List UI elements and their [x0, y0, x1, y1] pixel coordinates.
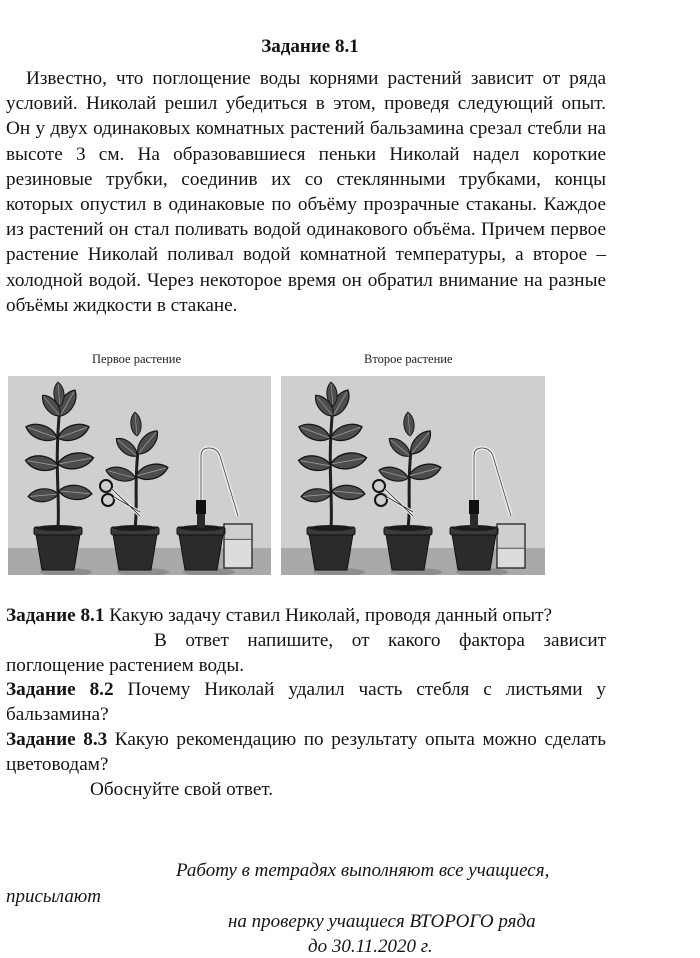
submission-note-line2: присылают	[6, 886, 101, 907]
task-text: Какую рекомендацию по результату опыта можно сделать цветоводам?	[6, 728, 606, 775]
rubber-tube	[469, 500, 479, 514]
task-label: Задание 8.3	[6, 728, 108, 750]
glass-tube	[201, 448, 238, 516]
experiment-illustration-first	[8, 376, 271, 575]
submission-note-line1: Работу в тетрадях выполняют все учащиеся,	[176, 860, 550, 881]
experiment-scene	[281, 382, 545, 575]
water-in-glass	[224, 539, 252, 568]
task-8-1	[6, 604, 606, 629]
task-8-3-instruction	[6, 778, 606, 803]
task-title: Задание 8.1	[261, 36, 359, 57]
stem-stump	[470, 512, 478, 528]
task-8-2	[6, 678, 606, 728]
flower-pot	[179, 534, 223, 570]
figure-caption-first: Первое растение	[92, 352, 182, 366]
figure-panel-first	[8, 376, 271, 575]
task-label: Задание 8.2	[6, 679, 114, 701]
task-text: Обоснуйте свой ответ.	[90, 778, 274, 800]
plant-stem	[135, 451, 138, 528]
flower-pot	[309, 534, 353, 570]
submission-note-deadline: до 30.11.2020 г.	[308, 936, 433, 957]
task-text: Какую задачу ставил Николай, проводя данный опыт?	[104, 605, 553, 626]
flower-pot	[36, 534, 80, 570]
figure-panel-second	[281, 376, 545, 575]
task-text: Почему Николай удалил часть стебля с листьями у бальзамина?	[6, 679, 606, 726]
stem-stump	[197, 512, 205, 528]
figure-caption-second: Второе растение	[364, 352, 453, 366]
glass-tube	[474, 448, 511, 516]
plant-stem	[408, 451, 411, 528]
experiment-scene	[8, 382, 271, 575]
experiment-illustration-second	[281, 376, 545, 575]
intro-paragraph: Известно, что поглощение воды корнями растений зависит от ряда условий. Николай решил убедиться в этом, проведя следующий опыт. Он у двух одинаковых комнатных растений бальзамина срезал стебли на высоте 3 см. На образовавшиеся пеньки Николай надел короткие резиновые трубки, соединив их со стеклянными трубками, концы которых опустил в одинаковые по объёму прозрачные стаканы. Каждое из растений он стал поливать водой одинакового объёма. Причем первое растение Николай поливал водой комнатной температуры, а второе – холодной водой. Через некоторое время он обратил внимание на разные объёмы жидкости в стакане.	[6, 68, 606, 316]
scissors-handle	[375, 494, 387, 506]
water-in-glass	[497, 548, 525, 568]
scissors-handle	[100, 480, 112, 492]
task-text: В ответ напишите, от какого фактора зависит поглощение растением воды.	[6, 629, 606, 676]
task-8-3	[6, 728, 606, 778]
flower-pot	[113, 534, 157, 570]
rubber-tube	[196, 500, 206, 514]
task-label: Задание 8.1	[6, 605, 105, 626]
task-8-1-instruction	[6, 629, 606, 679]
scissors-handle	[373, 480, 385, 492]
task-list	[6, 604, 606, 802]
intro-text	[6, 66, 606, 318]
flower-pot	[452, 534, 496, 570]
flower-pot	[386, 534, 430, 570]
scissors-handle	[102, 494, 114, 506]
submission-note-line3: на проверку учащиеся ВТОРОГО ряда	[228, 911, 536, 932]
